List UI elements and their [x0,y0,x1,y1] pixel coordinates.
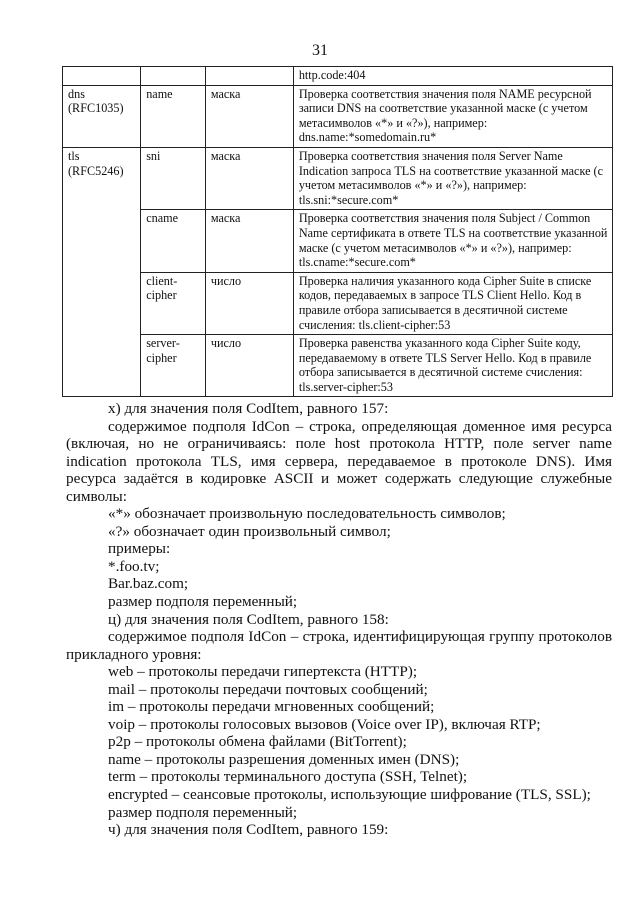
section-heading-x: х) для значения поля CodItem, равного 157: [108,400,389,417]
table-row [63,85,613,147]
list-item: p2p – протоколы обмена файлами (BitTorrent); [108,733,407,751]
table-cell-description: http.code:404 [293,67,612,86]
document-body [66,400,612,839]
list-item: voip – протоколы голосовых вызовов (Voice over IP), включая RTP; [108,715,541,733]
table-cell-protocol [63,67,141,86]
list-item: Bar.baz.com; [108,575,189,593]
table-cell-field: sni [141,147,206,209]
list-item: примеры: [108,540,171,558]
table-cell-description: Проверка наличия указанного кода Cipher Suite в списке кодов, передаваемых в запросе TLS Client Hello. Код в правиле отбора записывается в десятичной системе счисления: tls.client-cipher:53 [293,272,612,334]
filter-fields-table [62,66,613,397]
table-row [63,147,613,209]
table-cell-type: число [205,272,293,334]
table-cell-field [141,67,206,86]
list-item: encrypted – сеансовые протоколы, использующие шифрование (TLS, SSL); [108,786,591,804]
table-row [63,67,613,86]
table-cell-type [205,67,293,86]
list-item: размер подполя переменный; [108,803,298,821]
page-number: 31 [312,42,328,59]
list-item: web – протоколы передачи гипертекста (HTTP); [108,663,418,681]
table-cell-description: Проверка соответствия значения поля NAME ресурсной записи DNS на соответствие указанной маске (с учетом метасимволов «*» и «?»), например: dns.name:*somedomain.ru* [293,85,612,147]
list-item: размер подполя переменный; [108,593,298,611]
table-row [63,210,613,272]
table-cell-type: маска [205,85,293,147]
table-cell-protocol: tls (RFC5246) [63,147,141,397]
table-cell-type: маска [205,147,293,209]
table-cell-description: Проверка равенства указанного кода Cipher Suite коду, передаваемому в ответе TLS Server Hello. Код в правиле отбора записывается в десятичной системе счисления: tls.server-cipher:53 [293,335,612,397]
table-row [63,335,613,397]
table-cell-type: маска [205,210,293,272]
list-item: name – протоколы разрешения доменных имен (DNS); [108,750,460,768]
section-heading-c: ц) для значения поля CodItem, равного 158: [108,610,389,628]
section-heading-ch: ч) для значения поля CodItem, равного 159: [108,821,389,839]
table-row [63,272,613,334]
list-item: «?» обозначает один произвольный символ; [108,522,391,540]
table-cell-field: name [141,85,206,147]
table-cell-description: Проверка соответствия значения поля Server Name Indication запроса TLS на соответствие указанной маске (с учетом метасимволов «*» и «?»), например: tls.sni:*secure.com* [293,147,612,209]
table-cell-field: client- cipher [141,272,206,334]
list-item: im – протоколы передачи мгновенных сообщений; [108,698,435,716]
list-item: mail – протоколы передачи почтовых сообщений; [108,680,428,698]
list-item: *.foo.tv; [108,557,160,575]
paragraph: содержимое подполя IdCon – строка, определяющая доменное имя ресурса (включая, но не ограничиваясь: поле host протокола HTTP, поле server name indication протокола TLS, имя сервера, передаваемое в протоколе DNS). Имя ресурса задаётся в кодировке ASCII и может содержать следующие служебные символы: [66,417,612,505]
table-cell-field: server- cipher [141,335,206,397]
list-item: term – протоколы терминального доступа (SSH, Telnet); [108,768,468,786]
table-cell-field: cname [141,210,206,272]
paragraph: содержимое подполя IdCon – строка, идентифицирующая группу протоколов прикладного уровня: [66,628,612,663]
list-item: «*» обозначает произвольную последовательность символов; [108,505,506,523]
table-cell-type: число [205,335,293,397]
table-cell-protocol: dns (RFC1035) [63,85,141,147]
table-cell-description: Проверка соответствия значения поля Subject / Common Name сертификата в ответе TLS на соответствие указанной маске (с учетом метасимволов «*» и «?»), например: tls.cname:*secure.com* [293,210,612,272]
